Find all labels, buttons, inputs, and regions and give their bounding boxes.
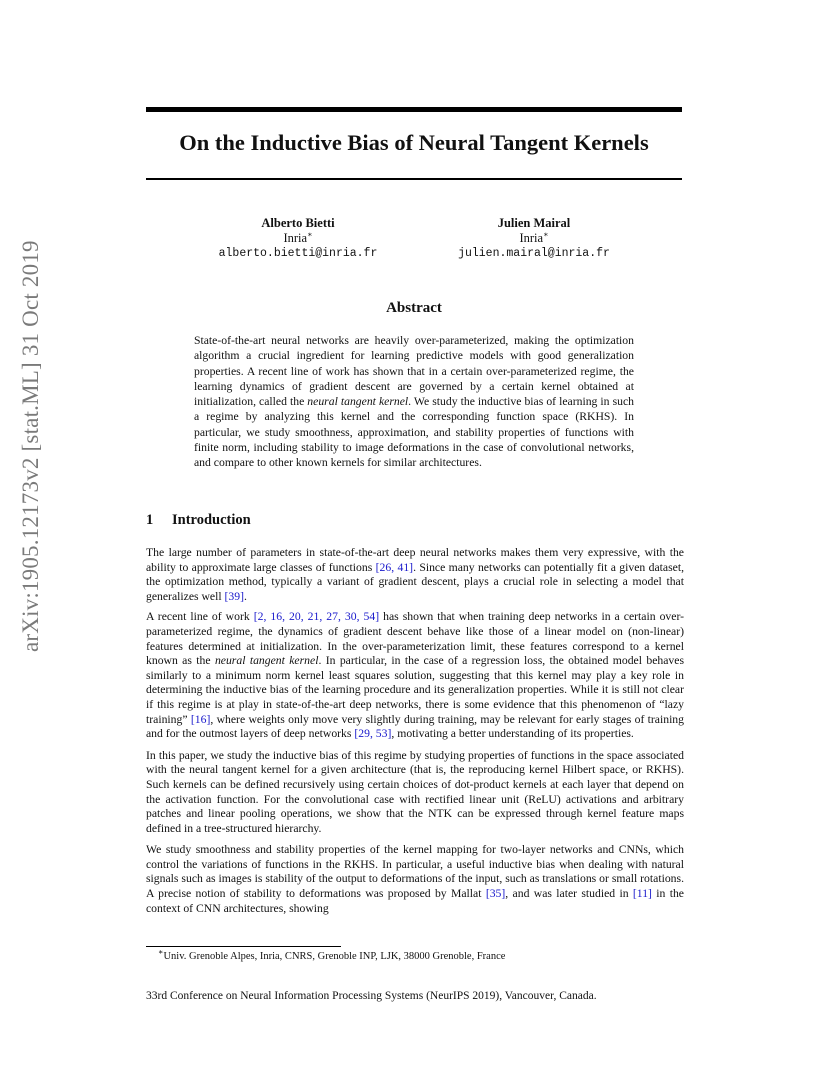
author-name: Alberto Bietti: [261, 216, 335, 230]
abstract-text: State-of-the-art neural networks are heavily over-parameterized, making the optimization algorithm a crucial ingredient for learning predictive models with good generalization properties. A recent line of work has shown that in a certain over-parameterized regime, the learning dynamics of gradient descent are governed by a certain kernel obtained at initialization, called the neural tangent kernel. We study the inductive bias of learning in such a regime by analyzing this kernel and the corresponding function space (RKHS). In particular, we study smoothness, approximation, and stability properties of functions with finite norm, including stability to image deformations in the case of convolutional networks, and compare to other known kernels for similar architectures.: [194, 334, 634, 470]
title-top-rule: [146, 107, 682, 112]
citation-link[interactable]: [35]: [485, 887, 506, 901]
citation-link[interactable]: [39]: [224, 589, 245, 603]
section-title: Introduction: [172, 512, 251, 528]
author-block-1: [168, 216, 428, 261]
citation-link[interactable]: [11]: [632, 887, 652, 901]
venue-note: 33rd Conference on Neural Information Processing Systems (NeurIPS 2019), Vancouver, Canada.: [146, 990, 597, 1002]
paper-title: On the Inductive Bias of Neural Tangent Kernels: [179, 130, 649, 155]
section-number: 1: [146, 512, 154, 528]
citation-link[interactable]: [16]: [190, 712, 211, 726]
title-bottom-rule: [146, 178, 682, 180]
paragraph-1: The large number of parameters in state-of-the-art deep neural networks makes them very expressive, with the ability to approximate large classes of functions [26, 41]. Since many networks can potentially fit a given dataset, the optimization method, typically a variant of gradient descent, plays a crucial role in selecting a model that generalizes well [39].: [146, 546, 684, 603]
abstract-heading: Abstract: [386, 300, 442, 316]
citation-link[interactable]: [2, 16, 20, 21, 27, 30, 54]: [253, 610, 380, 624]
introduction-body: [146, 546, 684, 923]
footnote: ∗Univ. Grenoble Alpes, Inria, CNRS, Grenoble INP, LJK, 38000 Grenoble, France: [158, 947, 506, 962]
citation-link[interactable]: [29, 53]: [354, 727, 392, 741]
author-block-2: [404, 216, 664, 261]
author-email[interactable]: alberto.bietti@inria.fr: [218, 247, 378, 260]
footnote-rule: [146, 946, 341, 947]
paragraph-4: We study smoothness and stability properties of the kernel mapping for two-layer networks and CNNs, which control the variations of functions in the RKHS. In particular, a useful inductive bias when dealing with natural signals such as images is stability of the output to deformations of the input, such as translations or small rotations. A precise notion of stability to deformations was proposed by Mallat [35], and was later studied in [11] in the context of CNN architectures, showing: [146, 843, 684, 915]
arxiv-stamp: arXiv:1905.12173v2 [stat.ML] 31 Oct 2019: [18, 240, 43, 652]
author-affiliation: Inria∗: [283, 229, 313, 245]
author-email[interactable]: julien.mairal@inria.fr: [458, 247, 610, 260]
paragraph-3: In this paper, we study the inductive bias of this regime by studying properties of functions in the space associated with the neural tangent kernel for a given architecture (that is, the reproducing kernel Hilbert space, or RKHS). Such kernels can be defined recursively using certain choices of dot-product kernels at each layer that depend on the activation function. For the convolutional case with rectified linear unit (ReLU) activations and arbitrary patches and linear pooling operations, we show that the NTK can be expressed through kernel feature maps defined in a tree-structured hierarchy.: [146, 748, 684, 835]
section-heading-introduction: [146, 512, 682, 529]
author-affiliation: Inria∗: [519, 229, 549, 245]
author-name: Julien Mairal: [497, 216, 571, 230]
paragraph-2: A recent line of work [2, 16, 20, 21, 27, 30, 54] has shown that when training deep networks in a certain over-parameterized regime, the dynamics of gradient descent behave like those of a linear model on (non-linear) features determined at initialization. In the over-parameterization limit, these features correspond to a kernel known as the neural tangent kernel. In particular, in the case of a regression loss, the obtained model behaves similarly to a minimum norm kernel least squares solution, suggesting that this kernel may play a key role in determining the inductive bias of the learning procedure and its generalization properties. While it is still not clear if this regime is at play in state-of-the-art deep networks, there is some evidence that this phenomenon of “lazy training” [16], where weights only move very slightly during training, may be relevant for early stages of training and for the outmost layers of deep networks [29, 53], motivating a better understanding of its properties.: [146, 610, 685, 741]
citation-link[interactable]: [26, 41]: [375, 560, 414, 574]
